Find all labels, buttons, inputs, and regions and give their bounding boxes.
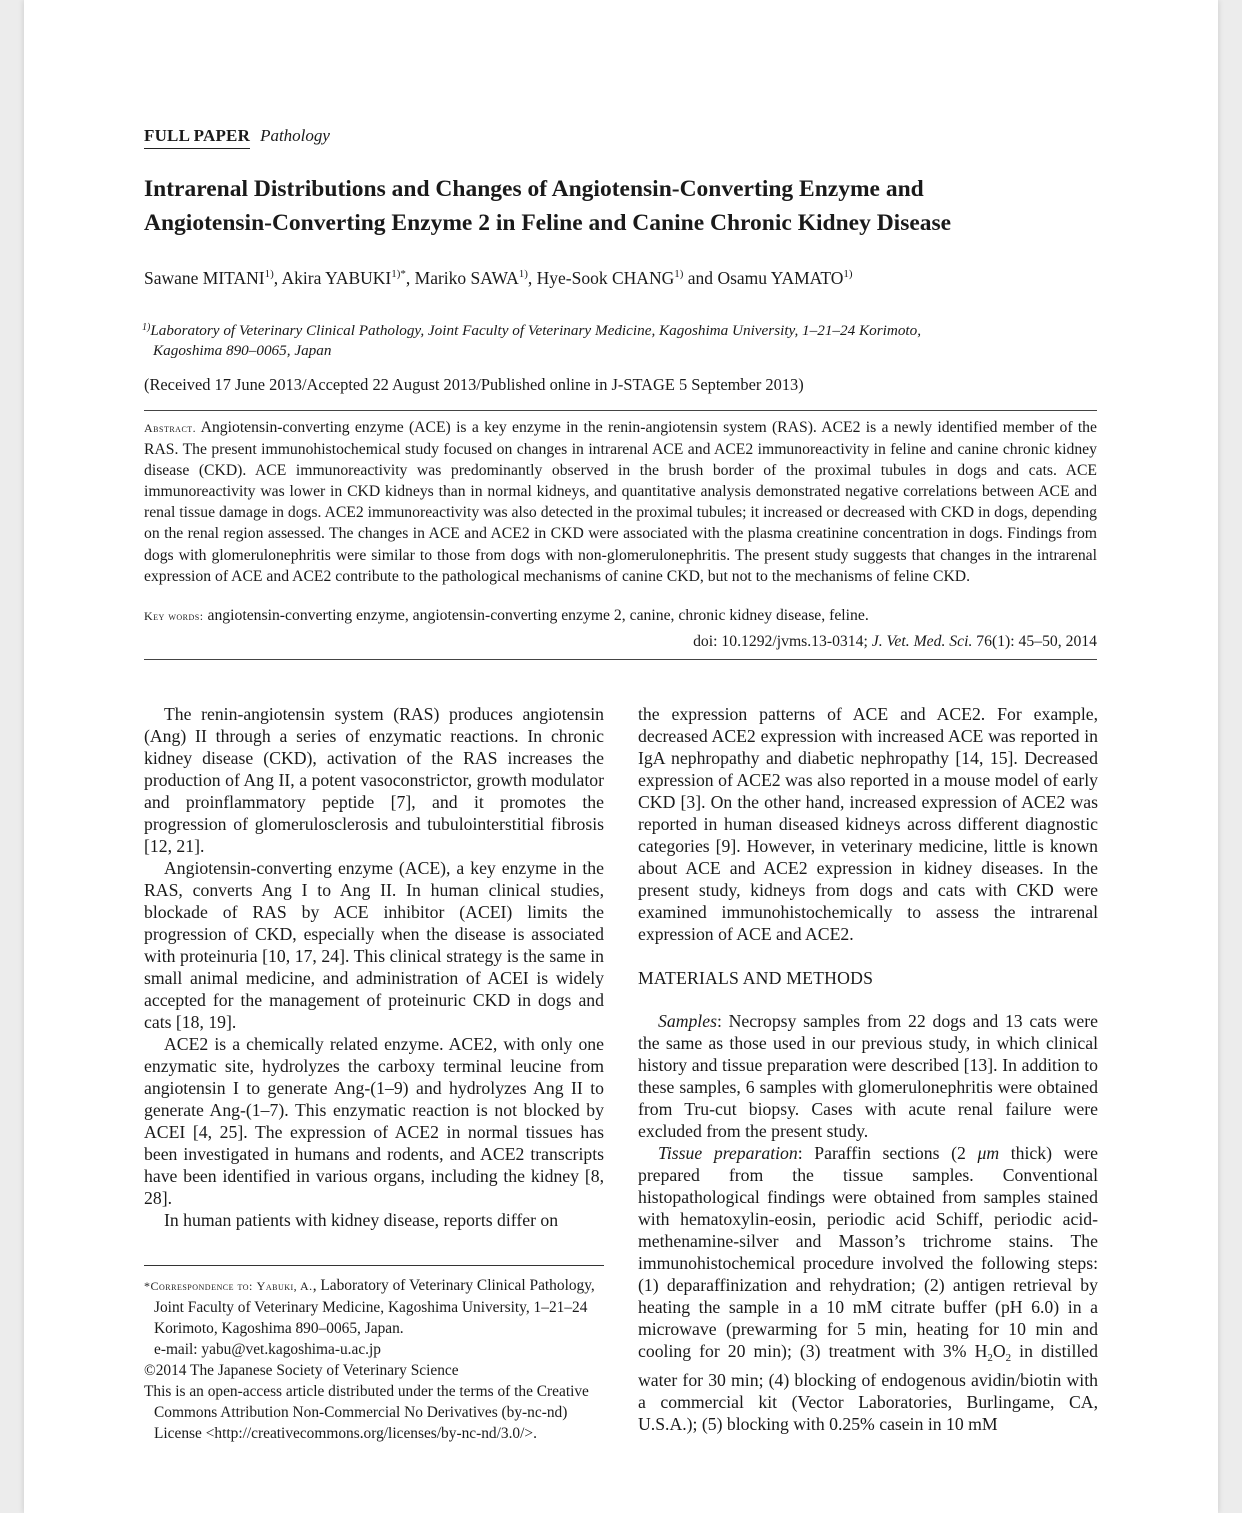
author-affiliation-mark: 1) <box>674 268 684 280</box>
author-separator: and <box>683 268 718 288</box>
section-label: Pathology <box>260 126 330 145</box>
tissue-text: in distilled water for 30 min; (4) blocking of endogenous avidin/biotin with a commercial kit (Vector Laboratories, Burlingame, CA, U.S.A.); (5) blocking with 0.25% casein in 10 mM <box>638 1341 1098 1434</box>
affiliation-line-2: Kagoshima 890–0065, Japan <box>153 342 332 359</box>
correspondence-label: *Correspondence to: <box>144 1279 253 1293</box>
keywords-label: Key words: <box>144 609 204 623</box>
body-paragraph: the expression patterns of ACE and ACE2. For example, decreased ACE2 expression with increased ACE was reported in IgA nephropathy and diabetic nephropathy [14, 15]. Decreased expression of ACE2 was also reported in a mouse model of early CKD [3]. On the other hand, increased expression of ACE2 was reported in human diseased kidneys across different diagnostic categories [9]. However, in veterinary medicine, little is known about ACE and ACE2 expression in kidney diseases. In the present study, kidneys from dogs and cats with CKD were examined immunohistochemically to assess the intrarenal expression of ACE and ACE2. <box>638 704 1098 944</box>
received-dates: (Received 17 June 2013/Accepted 22 August 2013/Published online in J-STAGE 5 September 2013) <box>144 375 804 394</box>
doi-citation <box>144 633 1097 651</box>
author: Mariko SAWA <box>414 268 519 288</box>
tissue-label: Tissue preparation <box>658 1143 798 1163</box>
formula-text: O <box>992 1341 1006 1361</box>
paper-header <box>144 126 330 146</box>
body-paragraph: In human patients with kidney disease, reports differ on <box>164 1210 559 1230</box>
correspondence-note <box>144 1275 604 1339</box>
samples-text: : Necropsy samples from 22 dogs and 13 cats were the same as those used in our previous study, in which clinical history and tissue preparation were described [13]. In addition to these samples, 6 samples with glomerulonephritis were obtained from Tru-cut biopsy. Cases with acute renal failure were excluded from the present study. <box>638 1011 1098 1141</box>
correspondence-address: , Laboratory of Veterinary Clinical Pathology, Joint Faculty of Veterinary Medicine, Kagoshima University, 1–21–24 Korimoto, Kagoshima 890–0065, Japan. <box>154 1277 595 1337</box>
subscript: 2 <box>987 1352 993 1364</box>
author-affiliation-mark: 1) <box>264 268 274 280</box>
author-affiliation-mark: 1) <box>843 268 853 280</box>
license-note: This is an open-access article distributed under the terms of the Creative Commons Attribution Non-Commercial No Derivatives (by-nc-nd) License <http://creativecommons.org/licenses/by-nc-nd/3.0/>. <box>144 1383 589 1442</box>
tissue-paragraph <box>638 1142 1098 1435</box>
title-line-1: Intrarenal Distributions and Changes of Angiotensin-Converting Enzyme and <box>144 176 924 202</box>
samples-label: Samples <box>658 1011 717 1031</box>
abstract <box>144 417 1097 587</box>
abstract-bottom-rule <box>144 659 1097 660</box>
author: Sawane MITANI <box>144 268 265 288</box>
section-heading-methods: MATERIALS AND METHODS <box>638 968 874 988</box>
author-affiliation-mark: 1) <box>518 268 528 280</box>
doi-link[interactable]: doi: 10.1292/jvms.13-0314; <box>693 633 868 650</box>
tissue-text: : Paraffin sections (2 <box>797 1143 978 1163</box>
author: Akira YABUKI <box>281 268 392 288</box>
body-paragraph: The renin-angiotensin system (RAS) produces angiotensin (Ang) II through a series of enzymatic reactions. In chronic kidney disease (CKD), activation of the RAS increases the production of Ang II, a potent vasoconstrictor, growth modulator and proinflammatory peptide [7], and it promotes the progression of glomerulosclerosis and tubulointerstitial fibrosis [12, 21]. <box>144 704 604 856</box>
author-separator: , <box>273 268 282 288</box>
abstract-label: Abstract. <box>144 421 197 435</box>
footnotes <box>144 1275 604 1444</box>
author-separator: , <box>405 268 415 288</box>
tissue-text: thick) were prepared from the tissue samples. Conventional histopathological findings were obtained from samples stained with hematoxylin-eosin, periodic acid Schiff, periodic acid-methenamine-silver and Masson’s trichrome stains. The immunohistochemical procedure involved the following steps: (1) deparaffinization and rehydration; (2) antigen retrieval by heating the sample in a 10 mM citrate buffer (pH 6.0) in a microwave (prewarming for 5 min, heating for 10 min and cooling for 20 min); (3) treatment with 3% H <box>638 1143 1099 1361</box>
affiliation-line-1: Laboratory of Veterinary Clinical Pathology, Joint Faculty of Veterinary Medicine, Kagoshima University, 1–21–24 Korimoto, <box>150 322 922 339</box>
keywords <box>144 607 1097 625</box>
correspondence-email[interactable]: e-mail: yabu@vet.kagoshima-u.ac.jp <box>154 1341 382 1358</box>
paper-title <box>144 172 1104 240</box>
author-affiliation-mark: 1)* <box>391 268 406 280</box>
journal-name: J. Vet. Med. Sci. <box>871 633 973 650</box>
author: Hye-Sook CHANG <box>536 268 675 288</box>
correspondence-name: Yabuki, A. <box>256 1279 313 1293</box>
citation-details: 76(1): 45–50, 2014 <box>976 633 1097 650</box>
author-separator: , <box>527 268 537 288</box>
body-column-left <box>144 703 604 1231</box>
author-list <box>144 268 853 289</box>
body-paragraph: Angiotensin-converting enzyme (ACE), a key enzyme in the RAS, converts Ang I to Ang II. In human clinical studies, blockade of RAS by ACE inhibitor (ACEI) limits the progression of CKD, especially when the disease is associated with proteinuria [10, 17, 24]. This clinical strategy is the same in small animal medicine, and administration of ACEI is widely accepted for the management of proteinuric CKD in dogs and cats [18, 19]. <box>144 858 604 1032</box>
footnote-rule <box>144 1265 604 1266</box>
affiliation <box>142 318 1082 361</box>
abstract-top-rule <box>144 410 1097 411</box>
abstract-text: Angiotensin-converting enzyme (ACE) is a key enzyme in the renin-angiotensin system (RAS). ACE2 is a newly identified member of the RAS. The present immunohistochemical study focused on changes in intrarenal ACE and ACE2 immunoreactivity in feline and canine chronic kidney disease (CKD). ACE immunoreactivity was predominantly observed in the brush border of the proximal tubules in dogs and cats. ACE immunoreactivity was lower in CKD kidneys than in normal kidneys, and quantitative analysis demonstrated negative correlations between ACE and renal tissue damage in dogs. ACE2 immunoreactivity was also detected in the proximal tubules; it increased or decreased with CKD in dogs, depending on the renal region assessed. The changes in ACE and ACE2 in CKD were associated with the plasma creatinine concentration in dogs. Findings from dogs with glomerulonephritis were similar to those from dogs with non-glomerulonephritis. The present study suggests that changes in the intrarenal expression of ACE and ACE2 contribute to the pathological mechanisms of canine CKD, but not to the mechanisms of feline CKD. <box>144 419 1097 585</box>
author: Osamu YAMATO <box>717 268 844 288</box>
copyright-note: ©2014 The Japanese Society of Veterinary Science <box>144 1362 459 1379</box>
body-paragraph: ACE2 is a chemically related enzyme. ACE2, with only one enzymatic site, hydrolyzes the carboxy terminal leucine from angiotensin I to generate Ang-(1–9) and hydrolyzes Ang II to generate Ang-(1–7). This enzymatic reaction is not blocked by ACEI [4, 25]. The expression of ACE2 in normal tissues has been investigated in humans and rodents, and ACE2 transcripts have been identified in various organs, including the kidney [8, 28]. <box>144 1034 604 1208</box>
paper-type-label: FULL PAPER <box>144 126 250 149</box>
subscript: 2 <box>1005 1352 1012 1364</box>
samples-paragraph <box>638 1010 1098 1142</box>
keywords-text: angiotensin-converting enzyme, angiotensin-converting enzyme 2, canine, chronic kidney disease, feline. <box>207 607 869 624</box>
body-column-right <box>638 703 1098 1435</box>
micrometer-unit: μm <box>977 1143 1000 1163</box>
affiliation-mark: 1) <box>142 322 151 333</box>
title-line-2: Angiotensin-Converting Enzyme 2 in Feline and Canine Chronic Kidney Disease <box>144 210 952 236</box>
paper-page <box>24 0 1218 1513</box>
